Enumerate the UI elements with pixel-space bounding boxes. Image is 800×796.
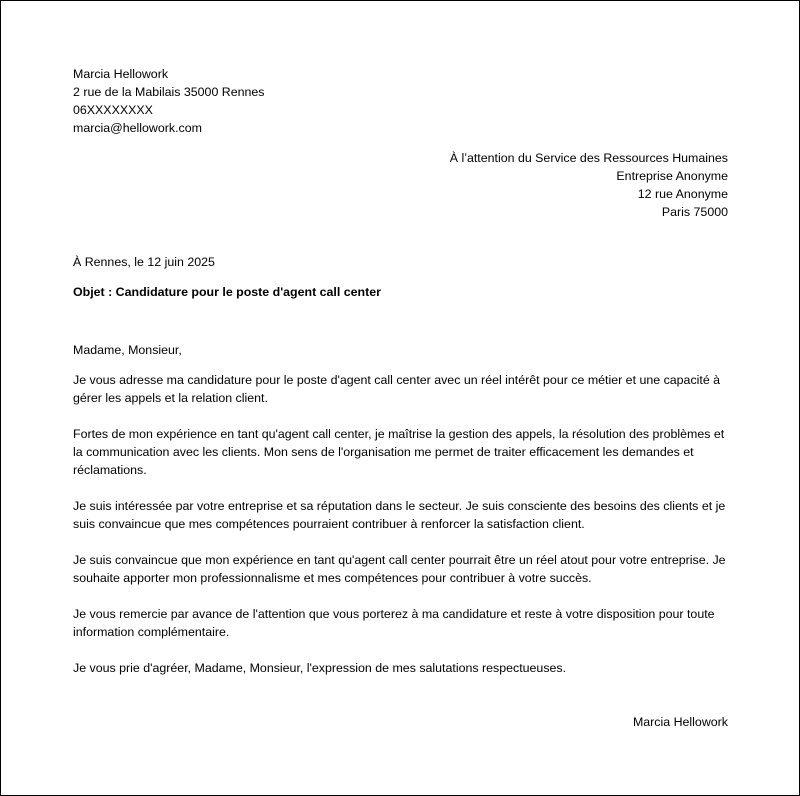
body-paragraph-4: Je suis convaincue que mon expérience en tant qu'agent call center pourrait être un réel atout pour votre entreprise. Je souhaite apporter mon professionnalisme et mes compétences pour contribuer à votre succès. <box>73 553 726 585</box>
recipient-block <box>73 149 728 221</box>
sender-email: marcia@hellowork.com <box>73 121 202 135</box>
body-paragraph-5: Je vous remercie par avance de l'attention que vous porterez à ma candidature et reste à votre disposition pour toute information complémentaire. <box>73 607 715 639</box>
body-paragraph-1: Je vous adresse ma candidature pour le poste d'agent call center avec un réel intérêt pour ce métier et une capacité à gérer les appels et la relation client. <box>73 373 721 405</box>
salutation: Madame, Monsieur, <box>73 343 182 357</box>
date-line: À Rennes, le 12 juin 2025 <box>73 255 215 269</box>
subject-line: Objet : Candidature pour le poste d'agent call center <box>73 285 381 299</box>
closing-paragraph: Je vous prie d'agréer, Madame, Monsieur, l'expression de mes salutations respectueuses. <box>73 661 567 675</box>
recipient-attention: À l’attention du Service des Ressources Humaines <box>449 151 728 165</box>
sender-name: Marcia Hellowork <box>73 67 169 81</box>
sender-address: 2 rue de la Mabilais 35000 Rennes <box>73 85 265 99</box>
recipient-company: Entreprise Anonyme <box>616 169 728 183</box>
recipient-city: Paris 75000 <box>661 205 728 219</box>
body-paragraph-2: Fortes de mon expérience en tant qu'agent call center, je maîtrise la gestion des appels, la résolution des problèmes et la communication avec les clients. Mon sens de l'organisation me permet de traiter efficacement les demandes et réclamations. <box>73 427 725 477</box>
letter-content <box>73 65 728 731</box>
sender-block <box>73 65 728 137</box>
body-paragraph-3: Je suis intéressée par votre entreprise et sa réputation dans le secteur. Je suis consciente des besoins des clients et je suis convaincue que mes compétences pourraient contribuer à renforcer la satisfaction client. <box>73 499 726 531</box>
sender-phone: 06XXXXXXXX <box>73 103 153 117</box>
signature: Marcia Hellowork <box>632 715 728 729</box>
recipient-street: 12 rue Anonyme <box>637 187 728 201</box>
